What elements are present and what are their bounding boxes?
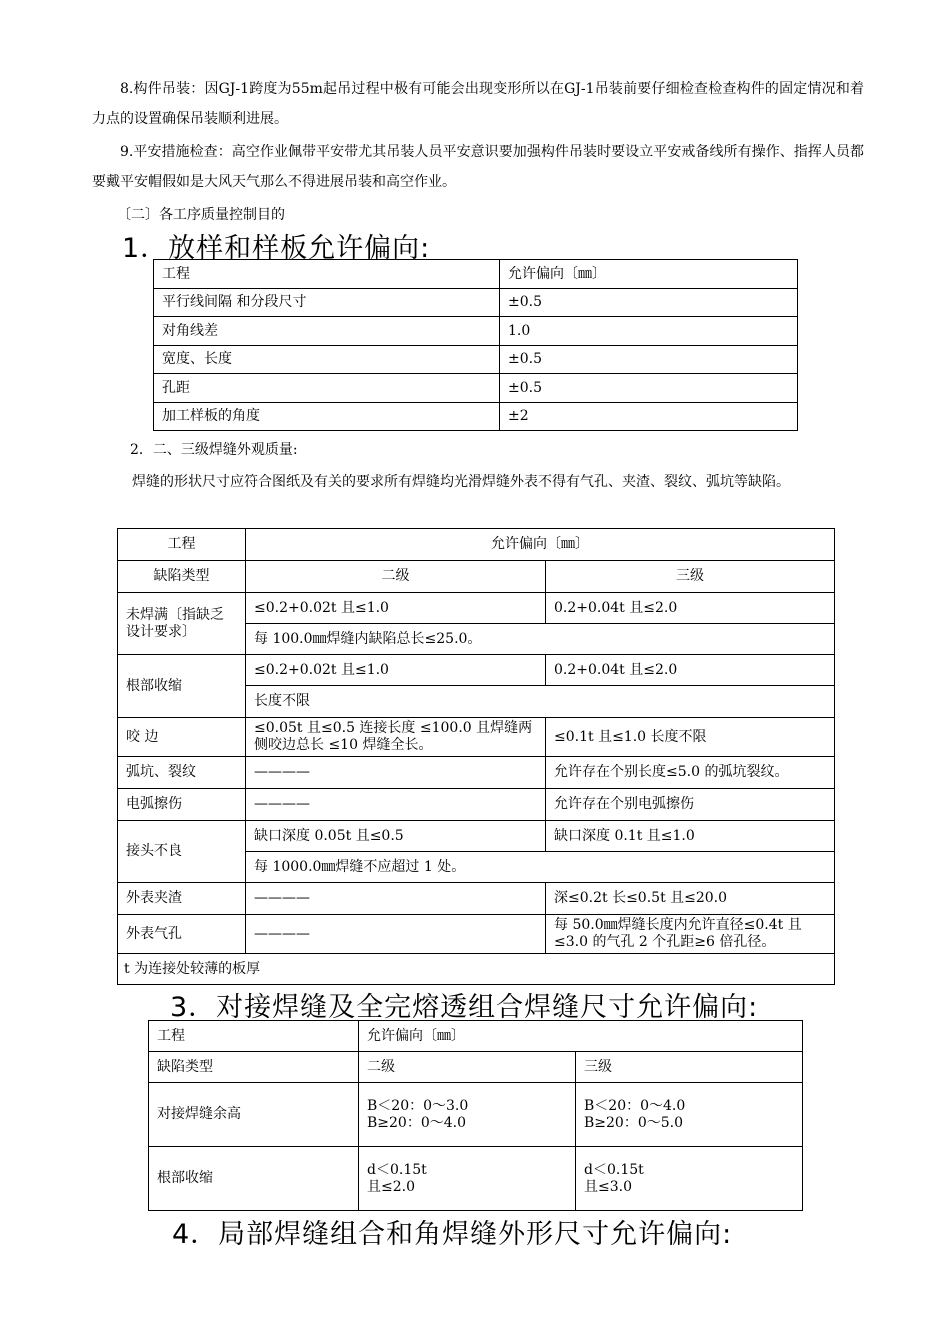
cell-item: 加工样板的角度: [154, 403, 500, 431]
cell-line: 且≤3.0: [584, 1178, 632, 1195]
cell-note: 每 100.0㎜焊缝内缺陷总长≤25.0。: [246, 624, 835, 655]
cell-note: 长度不限: [246, 686, 835, 718]
table-footnote: t 为连接处较薄的板厚: [118, 954, 835, 985]
cell-level-2: ————: [246, 915, 546, 954]
paragraph-9: 9.平安措施检查：高空作业佩带平安带尤其吊装人员平安意识要加强构件吊装时要设立平安戒备线所有操作、指挥人员都要戴平安帽假如是大风天气那么不得进展吊装和高空作业。: [92, 144, 864, 190]
cell-level-3: 深≤0.2t 长≤0.5t 且≤20.0: [546, 883, 835, 915]
table-row: [154, 374, 798, 403]
cell-defect: 根部收缩: [149, 1147, 359, 1211]
table-row: [118, 529, 835, 561]
cell-value: ±0.5: [500, 289, 798, 317]
table-row: [154, 317, 798, 346]
header-defect-type: 缺陷类型: [149, 1052, 359, 1083]
cell-value: ±0.5: [500, 346, 798, 374]
cell-defect: 弧坑、裂纹: [118, 757, 246, 789]
paragraph-8: 8.构件吊装：因GJ-1跨度为55m起吊过程中极有可能会出现变形所以在GJ-1吊装前要仔细检查检查构件的固定情况和着力点的设置确保吊装顺利进展。: [92, 81, 864, 127]
cell-defect: 接头不良: [118, 821, 246, 883]
header-allowance: 允许偏向〔㎜〕: [359, 1021, 803, 1052]
table-row: [149, 1052, 803, 1083]
table-row: [118, 757, 835, 789]
cell-level-2: ≤0.05t 且≤0.5 连接长度 ≤100.0 且焊缝两侧咬边总长 ≤10 焊缝全长。: [246, 718, 546, 757]
cell-level-3: ≤0.1t 且≤1.0 长度不限: [546, 718, 835, 757]
cell-item: 宽度、长度: [154, 346, 500, 374]
cell-level-3: 缺口深度 0.1t 且≤1.0: [546, 821, 835, 852]
cell-level-2: ————: [246, 757, 546, 789]
table-row: [154, 289, 798, 317]
cell-defect: 外表气孔: [118, 915, 246, 954]
table-row: [149, 1083, 803, 1147]
header-allowance: 允许偏向〔㎜〕: [500, 260, 798, 289]
cell-value: 1.0: [500, 317, 798, 346]
header-allowance: 允许偏向〔㎜〕: [246, 529, 835, 561]
heading-3: 3．对接焊缝及全完熔透组合焊缝尺寸允许偏向:: [170, 992, 759, 1023]
cell-level-2: ————: [246, 789, 546, 821]
cell-line: 且≤2.0: [367, 1178, 415, 1195]
cell-level-2: ————: [246, 883, 546, 915]
heading-4: 4．局部焊缝组合和角焊缝外形尺寸允许偏向:: [172, 1219, 733, 1250]
heading-1: 1．放样和样板允许偏向:: [122, 233, 431, 264]
table-3: [148, 1020, 803, 1211]
table-row: [118, 789, 835, 821]
cell-line: d＜0.15t: [584, 1161, 644, 1178]
cell-level-2: 缺口深度 0.05t 且≤0.5: [246, 821, 546, 852]
cell-level-3: 允许存在个别长度≤5.0 的弧坑裂纹。: [546, 757, 835, 789]
header-item: 工程: [154, 260, 500, 289]
cell-line: B≥20：0～4.0: [367, 1114, 467, 1131]
cell-note: 每 1000.0㎜焊缝不应超过 1 处。: [246, 852, 835, 883]
header-level-2: 二级: [246, 561, 546, 593]
table-row: [118, 593, 835, 624]
cell-value: ±2: [500, 403, 798, 431]
heading-2: 2．二、三级焊缝外观质量:: [130, 442, 298, 458]
cell-level-3: 允许存在个别电弧擦伤: [546, 789, 835, 821]
header-defect-type: 缺陷类型: [118, 561, 246, 593]
cell-line: d＜0.15t: [367, 1161, 427, 1178]
cell-defect: 未焊满〔指缺乏设计要求〕: [118, 593, 246, 655]
cell-defect: 对接焊缝余高: [149, 1083, 359, 1147]
header-level-3: 三级: [546, 561, 835, 593]
table-2: [117, 528, 835, 985]
cell-line: B≥20：0～5.0: [584, 1114, 684, 1131]
cell-level-3: [576, 1147, 803, 1211]
cell-defect: 外表夹渣: [118, 883, 246, 915]
cell-level-3: 每 50.0㎜焊缝长度内允许直径≤0.4t 且≤3.0 的气孔 2 个孔距≥6 倍孔径。: [546, 915, 835, 954]
table-row: [118, 883, 835, 915]
table-row: [154, 403, 798, 431]
cell-item: 平行线间隔 和分段尺寸: [154, 289, 500, 317]
cell-level-2: ≤0.2+0.02t 且≤1.0: [246, 655, 546, 686]
cell-level-3: 0.2+0.04t 且≤2.0: [546, 593, 835, 624]
table-row: [118, 655, 835, 686]
cell-level-2: [359, 1147, 576, 1211]
cell-level-2: ≤0.2+0.02t 且≤1.0: [246, 593, 546, 624]
header-level-2: 二级: [359, 1052, 576, 1083]
header-item: 工程: [118, 529, 246, 561]
table-row: [118, 954, 835, 985]
cell-value: ±0.5: [500, 374, 798, 403]
table-row: [118, 718, 835, 757]
cell-level-2: [359, 1083, 576, 1147]
cell-item: 对角线差: [154, 317, 500, 346]
cell-defect: 电弧擦伤: [118, 789, 246, 821]
table-1: [153, 259, 798, 431]
cell-defect: 根部收缩: [118, 655, 246, 718]
cell-level-3: [576, 1083, 803, 1147]
cell-level-3: 0.2+0.04t 且≤2.0: [546, 655, 835, 686]
table-row: [154, 260, 798, 289]
table-row: [149, 1147, 803, 1211]
table-row: [118, 821, 835, 852]
paragraph-weld: 焊缝的形状尺寸应符合图纸及有关的要求所有焊缝均光滑焊缝外表不得有气孔、夹渣、裂纹、弧坑等缺陷。: [132, 474, 790, 490]
table-row: [154, 346, 798, 374]
table-row: [149, 1021, 803, 1052]
header-item: 工程: [149, 1021, 359, 1052]
cell-line: B＜20：0～3.0: [367, 1097, 469, 1114]
header-level-3: 三级: [576, 1052, 803, 1083]
section-2-title: 〔二〕各工序质量控制目的: [117, 207, 285, 223]
table-row: [118, 915, 835, 954]
cell-item: 孔距: [154, 374, 500, 403]
cell-line: B＜20：0～4.0: [584, 1097, 686, 1114]
cell-defect: 咬 边: [118, 718, 246, 757]
table-row: [118, 561, 835, 593]
